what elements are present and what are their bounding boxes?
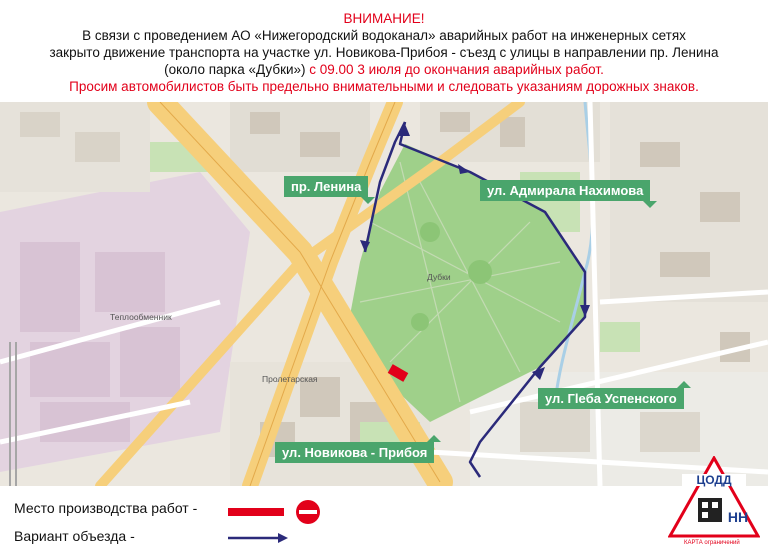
street-label-uspenskogo: ул. Гleба Успенского bbox=[538, 388, 684, 409]
street-label-lenina: пр. Ленина bbox=[284, 176, 368, 197]
street-label-novikova: ул. Новикова - Прибоя bbox=[275, 442, 434, 463]
notice-line-4: Просим автомобилистов быть предельно внимательными и следовать указаниям дорожных знаков. bbox=[69, 79, 699, 94]
logo-bottom-text: НН bbox=[727, 509, 749, 525]
notice-line-3-location: (около парка «Дубки») bbox=[164, 62, 306, 77]
map-canvas bbox=[0, 102, 768, 486]
codd-logo bbox=[668, 456, 760, 552]
street-label-nakhimova: ул. Адмирала Нахимова bbox=[480, 180, 650, 201]
notice-line-1: В связи с проведением АО «Нижегородский водоканал» аварийных работ на инженерных сетях bbox=[82, 28, 686, 43]
legend-detour-symbol bbox=[228, 530, 292, 546]
logo-side-text: КАРТА ограничений bbox=[684, 540, 740, 546]
logo-top-text: ЦОДД bbox=[696, 473, 732, 487]
legend-detour-label: Вариант объезда - bbox=[14, 528, 135, 544]
notice-title: ВНИМАНИЕ! bbox=[343, 11, 425, 26]
place-label-park: Дубки bbox=[427, 272, 451, 282]
notice-line-3 bbox=[0, 61, 768, 78]
place-label-proletarskaya: Пролетарская bbox=[262, 374, 318, 384]
legend-works-label: Место производства работ - bbox=[14, 500, 198, 516]
notice-block bbox=[0, 0, 768, 102]
notice-line-2: закрыто движение транспорта на участке ул. Новикова-Прибоя - съезд с улицы в направлении пр. Ленина bbox=[49, 45, 719, 60]
notice-line-3-period: с 09.00 3 июля до окончания аварийных работ. bbox=[305, 62, 604, 77]
legend bbox=[0, 486, 768, 556]
map-area bbox=[0, 102, 768, 486]
place-label-teploobmennik: Теплообменник bbox=[110, 312, 172, 322]
legend-works-symbol bbox=[228, 498, 328, 526]
